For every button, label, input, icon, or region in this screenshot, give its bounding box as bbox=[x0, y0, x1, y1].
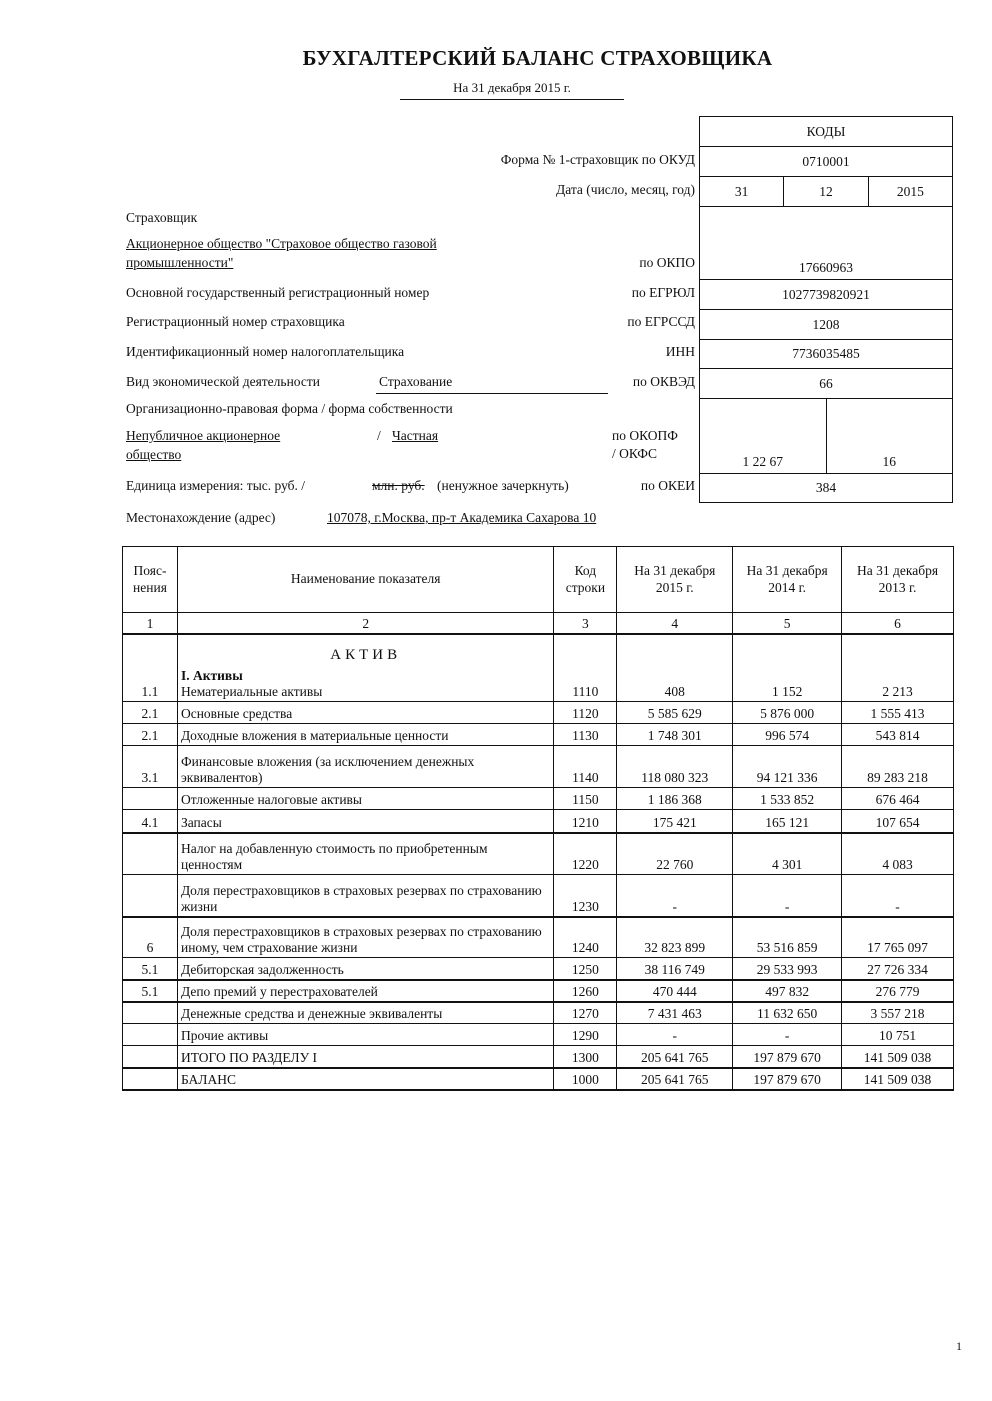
okud-value: 0710001 bbox=[802, 153, 850, 169]
row-name bbox=[177, 634, 553, 702]
row-value-2015: 22 760 bbox=[617, 833, 733, 875]
row-name: Отложенные налоговые активы bbox=[177, 788, 553, 810]
table-row bbox=[123, 810, 954, 833]
row-value-2014: 197 879 670 bbox=[733, 1068, 842, 1090]
okpo-value: 17660963 bbox=[799, 260, 853, 275]
row-name: Основные средства bbox=[177, 702, 553, 724]
row-name: Запасы bbox=[177, 810, 553, 833]
subsection-title: I. Активы bbox=[180, 668, 243, 683]
row-value-2015: 32 823 899 bbox=[617, 917, 733, 958]
row-code: 1150 bbox=[554, 788, 617, 810]
document-title: БУХГАЛТЕРСКИЙ БАЛАНС СТРАХОВЩИКА bbox=[302, 46, 773, 70]
row-value-2013: 4 083 bbox=[842, 833, 954, 875]
row-value-2014: 165 121 bbox=[733, 810, 842, 833]
row-name: Налог на добавленную стоимость по приобретенным ценностям bbox=[177, 833, 553, 875]
row-value-2014: 1 152 bbox=[733, 634, 842, 702]
table-row bbox=[123, 702, 954, 724]
okopf-value: 1 22 67 bbox=[742, 454, 783, 469]
row-code: 1230 bbox=[554, 875, 617, 917]
row-explanation bbox=[123, 833, 178, 875]
row-value-2014: 197 879 670 bbox=[733, 1046, 842, 1068]
row-explanation: 2.1 bbox=[123, 724, 178, 746]
row-value-2013: 276 779 bbox=[842, 980, 954, 1002]
header-explanations: Пояс-нения bbox=[123, 547, 178, 613]
row-value-2014: 497 832 bbox=[733, 980, 842, 1002]
column-index-row bbox=[123, 613, 954, 634]
table-row bbox=[123, 917, 954, 958]
row-name: Денежные средства и денежные эквиваленты bbox=[177, 1002, 553, 1024]
okud-row bbox=[700, 146, 952, 176]
header-2014: На 31 декабря 2014 г. bbox=[733, 547, 842, 613]
table-row bbox=[123, 875, 954, 917]
row-name-text: Нематериальные активы bbox=[180, 684, 323, 699]
okfs-value: 16 bbox=[826, 399, 953, 473]
table-row bbox=[123, 1046, 954, 1068]
row-value-2014: 53 516 859 bbox=[733, 917, 842, 958]
row-name: Дебиторская задолженность bbox=[177, 958, 553, 980]
table-row bbox=[123, 1002, 954, 1024]
col-index-5: 5 bbox=[733, 613, 842, 634]
legal-form-line2: общество bbox=[126, 447, 182, 462]
table-row bbox=[123, 634, 954, 702]
date-label: Дата (число, месяц, год) bbox=[556, 182, 695, 197]
table-row bbox=[123, 1068, 954, 1090]
activity-underline bbox=[376, 393, 608, 394]
col-index-1: 1 bbox=[123, 613, 178, 634]
row-value-2013: 543 814 bbox=[842, 724, 954, 746]
egrssd-row bbox=[700, 309, 952, 339]
row-value-2013: 89 283 218 bbox=[842, 746, 954, 788]
table-row bbox=[123, 724, 954, 746]
header-name: Наименование показателя bbox=[177, 547, 553, 613]
row-name: БАЛАНС bbox=[177, 1068, 553, 1090]
row-value-2014: 4 301 bbox=[733, 833, 842, 875]
row-code: 1240 bbox=[554, 917, 617, 958]
codes-header: КОДЫ bbox=[806, 123, 846, 139]
codes-box bbox=[699, 116, 953, 503]
okpo-label: по ОКПО bbox=[639, 255, 695, 270]
header-2015: На 31 декабря 2015 г. bbox=[617, 547, 733, 613]
row-explanation: 2.1 bbox=[123, 702, 178, 724]
row-value-2014: 94 121 336 bbox=[733, 746, 842, 788]
date-row bbox=[700, 176, 952, 206]
inn-code-label: ИНН bbox=[665, 344, 695, 359]
row-code: 1130 bbox=[554, 724, 617, 746]
egrssd-value: 1208 bbox=[812, 316, 840, 332]
row-value-2014: 996 574 bbox=[733, 724, 842, 746]
company-name-line1: Акционерное общество "Страховое общество газовой bbox=[126, 236, 437, 251]
row-code: 1260 bbox=[554, 980, 617, 1002]
table-row bbox=[123, 746, 954, 788]
row-name: Доля перестраховщиков в страховых резервах по страхованию жизни bbox=[177, 875, 553, 917]
okei-row bbox=[700, 473, 952, 502]
table-header-row bbox=[123, 547, 954, 613]
unit-label: Единица измерения: тыс. руб. / bbox=[126, 478, 306, 493]
row-name: Доля перестраховщиков в страховых резервах по страхованию иному, чем страхование жизни bbox=[177, 917, 553, 958]
row-value-2013: 10 751 bbox=[842, 1024, 954, 1046]
okved-value: 66 bbox=[819, 375, 833, 391]
row-code: 1000 bbox=[554, 1068, 617, 1090]
row-value-2015: - bbox=[617, 875, 733, 917]
address-value: 107078, г.Москва, пр-т Академика Сахарова 10 bbox=[327, 510, 597, 525]
okved-row bbox=[700, 368, 952, 398]
row-explanation bbox=[123, 788, 178, 810]
address-label: Местонахождение (адрес) bbox=[126, 510, 276, 525]
date-year: 2015 bbox=[868, 177, 952, 206]
activity-label: Вид экономической деятельности bbox=[126, 374, 320, 389]
ownership-separator: / bbox=[377, 428, 381, 443]
row-value-2015: 38 116 749 bbox=[617, 958, 733, 980]
row-explanation bbox=[123, 875, 178, 917]
table-row bbox=[123, 1024, 954, 1046]
row-name: ИТОГО ПО РАЗДЕЛУ I bbox=[177, 1046, 553, 1068]
row-explanation: 6 bbox=[123, 917, 178, 958]
row-code: 1140 bbox=[554, 746, 617, 788]
row-value-2015: 408 bbox=[617, 634, 733, 702]
egrul-label: по ЕГРЮЛ bbox=[631, 285, 695, 300]
row-value-2015: 205 641 765 bbox=[617, 1046, 733, 1068]
col-index-4: 4 bbox=[617, 613, 733, 634]
row-value-2015: 470 444 bbox=[617, 980, 733, 1002]
row-value-2015: 5 585 629 bbox=[617, 702, 733, 724]
col-index-3: 3 bbox=[554, 613, 617, 634]
balance-table bbox=[122, 546, 954, 1091]
legal-form-line1: Непубличное акционерное bbox=[126, 428, 281, 443]
header-2013: На 31 декабря 2013 г. bbox=[842, 547, 954, 613]
row-value-2013: 141 509 038 bbox=[842, 1046, 954, 1068]
row-value-2013: 27 726 334 bbox=[842, 958, 954, 980]
row-value-2014: 11 632 650 bbox=[733, 1002, 842, 1024]
row-name: Финансовые вложения (за исключением денежных эквивалентов) bbox=[177, 746, 553, 788]
date-underline bbox=[400, 99, 624, 100]
row-name: Прочие активы bbox=[177, 1024, 553, 1046]
row-explanation: 5.1 bbox=[123, 980, 178, 1002]
row-code: 1220 bbox=[554, 833, 617, 875]
row-value-2015: 205 641 765 bbox=[617, 1068, 733, 1090]
okfs-label: / ОКФС bbox=[612, 446, 657, 461]
row-value-2013: 3 557 218 bbox=[842, 1002, 954, 1024]
date-month: 12 bbox=[783, 177, 867, 206]
row-value-2014: 29 533 993 bbox=[733, 958, 842, 980]
row-value-2015: 1 186 368 bbox=[617, 788, 733, 810]
row-explanation bbox=[123, 1046, 178, 1068]
row-value-2015: 7 431 463 bbox=[617, 1002, 733, 1024]
company-name-line2: промышленности" bbox=[126, 255, 234, 270]
okopf-label: по ОКОПФ bbox=[612, 428, 678, 443]
row-name: Доходные вложения в материальные ценности bbox=[177, 724, 553, 746]
col-index-2: 2 bbox=[177, 613, 553, 634]
table-row bbox=[123, 958, 954, 980]
row-explanation bbox=[123, 1024, 178, 1046]
row-value-2015: - bbox=[617, 1024, 733, 1046]
table-row bbox=[123, 788, 954, 810]
row-code: 1290 bbox=[554, 1024, 617, 1046]
row-value-2014: - bbox=[733, 1024, 842, 1046]
okei-value: 384 bbox=[815, 480, 837, 495]
row-code: 1300 bbox=[554, 1046, 617, 1068]
date-day: 31 bbox=[734, 183, 749, 199]
row-code: 1110 bbox=[554, 634, 617, 702]
row-explanation: 3.1 bbox=[123, 746, 178, 788]
row-value-2013: - bbox=[842, 875, 954, 917]
row-value-2015: 118 080 323 bbox=[617, 746, 733, 788]
row-value-2015: 1 748 301 bbox=[617, 724, 733, 746]
row-name: Депо премий у перестрахователей bbox=[177, 980, 553, 1002]
row-explanation bbox=[123, 1002, 178, 1024]
row-value-2013: 1 555 413 bbox=[842, 702, 954, 724]
codes-header-row bbox=[700, 117, 952, 146]
row-value-2014: - bbox=[733, 875, 842, 917]
inn-value: 7736035485 bbox=[792, 346, 860, 361]
section-title: АКТИВ bbox=[330, 647, 402, 663]
ownership-value: Частная bbox=[392, 428, 439, 443]
row-value-2015: 175 421 bbox=[617, 810, 733, 833]
okopf-okfs-row bbox=[700, 398, 952, 473]
egrul-value: 1027739820921 bbox=[782, 286, 870, 302]
report-date: На 31 декабря 2015 г. bbox=[453, 80, 571, 95]
row-explanation: 5.1 bbox=[123, 958, 178, 980]
row-explanation: 1.1 bbox=[123, 634, 178, 702]
row-code: 1210 bbox=[554, 810, 617, 833]
activity-value: Страхование bbox=[379, 374, 453, 389]
row-value-2013: 2 213 bbox=[842, 634, 954, 702]
inn-row bbox=[700, 339, 952, 368]
row-value-2014: 5 876 000 bbox=[733, 702, 842, 724]
okud-label: Форма № 1-страховщик по ОКУД bbox=[500, 152, 695, 167]
legal-form-label: Организационно-правовая форма / форма собственности bbox=[126, 401, 453, 416]
row-value-2013: 17 765 097 bbox=[842, 917, 954, 958]
inn-label: Идентификационный номер налогоплательщика bbox=[126, 344, 405, 359]
row-code: 1250 bbox=[554, 958, 617, 980]
okved-label: по ОКВЭД bbox=[632, 374, 695, 389]
header-code: Код строки bbox=[554, 547, 617, 613]
unit-note: (ненужное зачеркнуть) bbox=[437, 478, 569, 493]
ogrn-label: Основной государственный регистрационный номер bbox=[126, 285, 430, 300]
unit-struck: млн. руб. bbox=[372, 478, 425, 493]
row-value-2013: 676 464 bbox=[842, 788, 954, 810]
page-number: 1 bbox=[956, 1339, 962, 1353]
okpo-row bbox=[700, 206, 952, 279]
row-explanation bbox=[123, 1068, 178, 1090]
table-row bbox=[123, 980, 954, 1002]
row-code: 1120 bbox=[554, 702, 617, 724]
okei-label: по ОКЕИ bbox=[640, 478, 695, 493]
row-code: 1270 bbox=[554, 1002, 617, 1024]
col-index-6: 6 bbox=[842, 613, 954, 634]
row-value-2014: 1 533 852 bbox=[733, 788, 842, 810]
row-value-2013: 107 654 bbox=[842, 810, 954, 833]
egrssd-label: по ЕГРССД bbox=[627, 314, 695, 329]
row-explanation: 4.1 bbox=[123, 810, 178, 833]
insurer-label: Страховщик bbox=[126, 210, 198, 225]
egrul-row bbox=[700, 279, 952, 309]
table-row bbox=[123, 833, 954, 875]
row-value-2013: 141 509 038 bbox=[842, 1068, 954, 1090]
reg-number-label: Регистрационный номер страховщика bbox=[126, 314, 345, 329]
